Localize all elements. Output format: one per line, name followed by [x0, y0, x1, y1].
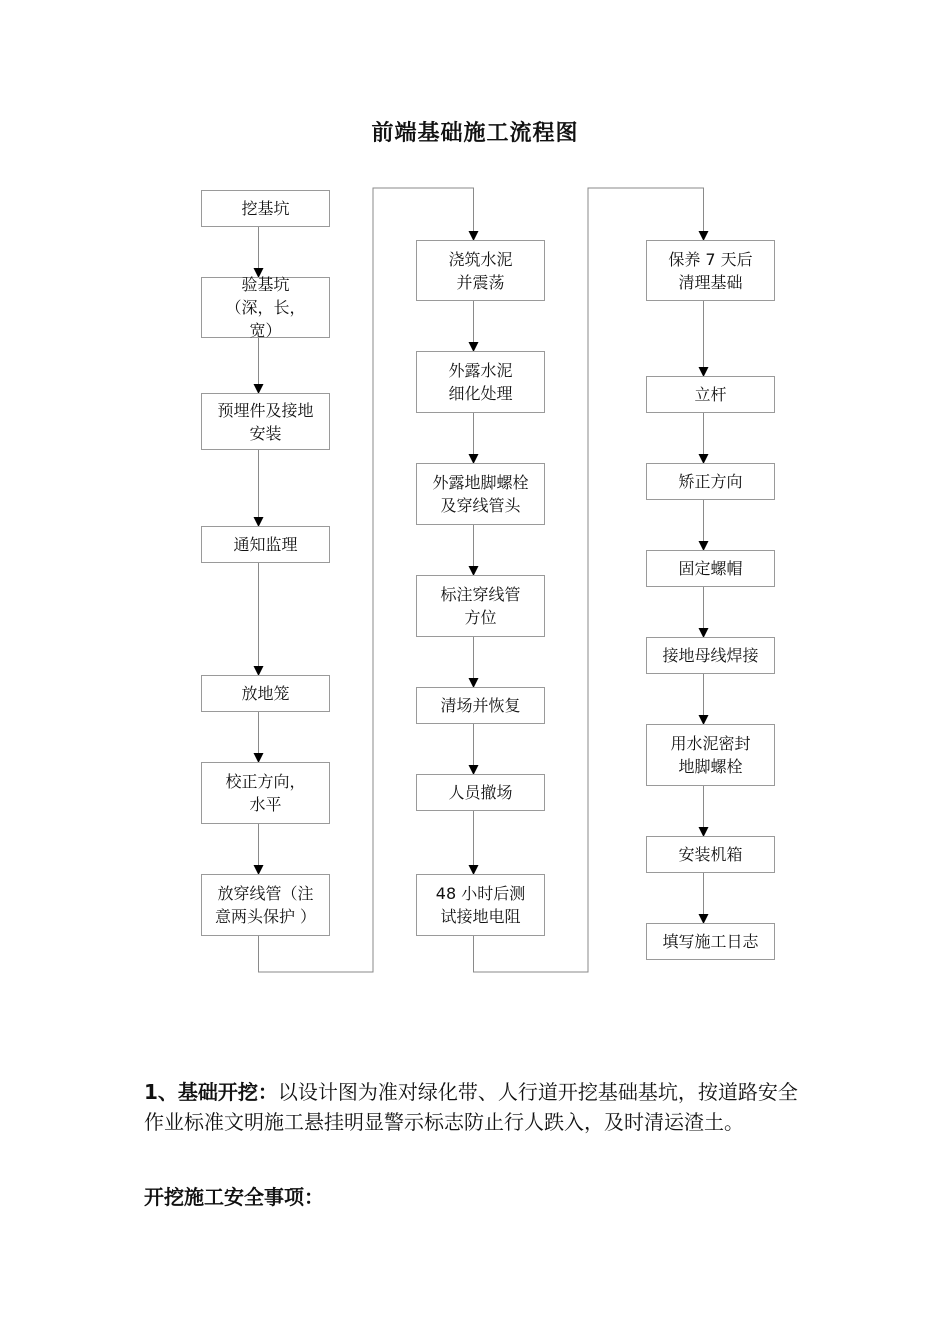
flow-step: 矫正方向 — [646, 463, 775, 500]
flow-step: 用水泥密封 地脚螺栓 — [646, 724, 775, 786]
page-title: 前端基础施工流程图 — [371, 121, 579, 146]
flow-step: 清场并恢复 — [416, 687, 545, 724]
flow-step: 安装机箱 — [646, 836, 775, 873]
flow-step: 放穿线管（注 意两头保护 ） — [201, 874, 330, 936]
flow-step: 固定螺帽 — [646, 550, 775, 587]
flow-step: 外露水泥 细化处理 — [416, 351, 545, 413]
flow-step: 立杆 — [646, 376, 775, 413]
flow-step: 浇筑水泥 并震荡 — [416, 240, 545, 301]
flow-step: 校正方向， 水平 — [201, 762, 330, 824]
flow-step: 填写施工日志 — [646, 923, 775, 960]
flow-step: 外露地脚螺栓 及穿线管头 — [416, 463, 545, 525]
section-1-heading: 1、基础开挖： — [144, 1080, 278, 1104]
flow-step: 标注穿线管 方位 — [416, 575, 545, 637]
section-1-body: 以设计图为准对绿化带、人行道开挖基础基坑，按道路安全作业标准文明施工悬挂明显警示标志防止行人跌入，及时清运渣土。 — [144, 1080, 798, 1134]
flow-step: 放地笼 — [201, 675, 330, 712]
flow-step: 48 小时后测 试接地电阻 — [416, 874, 545, 936]
flow-step: 通知监理 — [201, 526, 330, 563]
flow-step: 预埋件及接地 安装 — [201, 393, 330, 450]
section-2-heading: 开挖施工安全事项： — [144, 1185, 324, 1209]
flow-step: 人员撤场 — [416, 774, 545, 811]
section-1-paragraph — [144, 1077, 804, 1137]
flow-step: 挖基坑 — [201, 190, 330, 227]
flow-step: 接地母线焊接 — [646, 637, 775, 674]
flow-step: 保养 7 天后 清理基础 — [646, 240, 775, 301]
flow-step: 验基坑 （深，长， 宽） — [201, 277, 330, 338]
